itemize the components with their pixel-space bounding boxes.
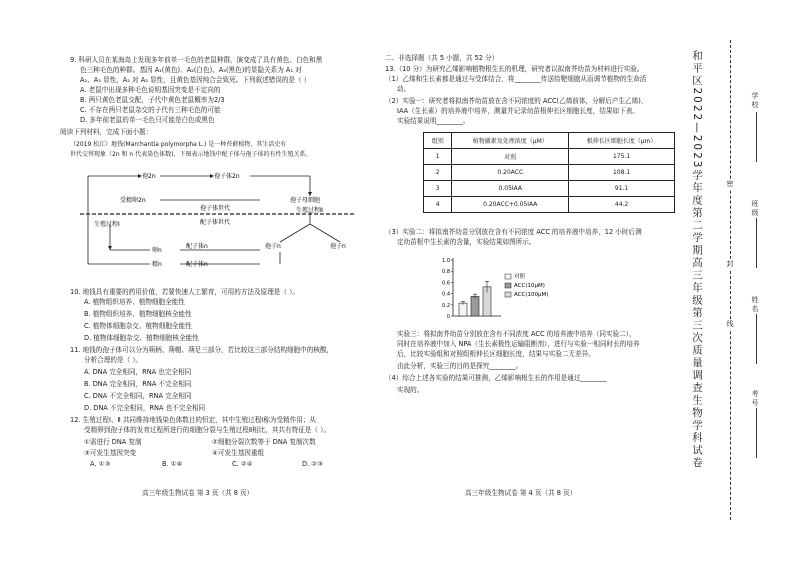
q13-line5: IAA（生长素）的培养液中培养，测量并记录幼苗根伸长区细胞长度，结果如下表。 xyxy=(397,107,639,115)
diagram-label-process-2: 生殖过程Ⅱ xyxy=(296,207,323,214)
q13b-line1: （3）实验二：将拟南芥幼苗分别放在含有不同浓度 ACC 的培养液中培养，12 小时后测 xyxy=(385,228,642,236)
y-tick-label: 0.8 xyxy=(442,269,450,276)
table-cell: 175.1 xyxy=(569,149,675,165)
liverwort-lifecycle-diagram xyxy=(80,164,360,282)
y-tick-label: 0.2 xyxy=(442,302,450,309)
q11-line1: 11. 地钱的孢子体可以分为蒴柄、蒴帽、蒴足三部分，若比较这三部分结构细胞中的核酸， xyxy=(70,346,334,354)
legend-label: ACC(100μM) xyxy=(514,292,549,298)
q11-option-b: B. DNA 完全相同，RNA 不完全相同 xyxy=(84,380,192,388)
q13-line6: 实验结果说明________。 xyxy=(397,117,470,125)
q9-line2: 色三种毛色的种群。基因 A₁(黄色)、A₂(白色)、A₃(黑色)的显隐关系为 A₁ 对 xyxy=(80,66,302,74)
table-cell: 1 xyxy=(424,149,452,165)
q10-option-c: C. 植物体细胞杂交、植物细胞全能性 xyxy=(84,322,192,330)
results-table xyxy=(423,132,675,213)
seal-char-1: 密 xyxy=(726,180,734,189)
q9-line1: 9. 科研人员在某海岛上发现多年前单一毛色的老鼠种群，演变成了具有黄色、白色和黑 xyxy=(70,56,323,64)
legend-swatch xyxy=(505,274,511,279)
table-cell: 3 xyxy=(424,181,452,197)
y-tick-label: 0 xyxy=(446,314,450,320)
q12-line2: 受精卵到孢子体的发育过程所进行的细胞分裂与生殖过程Ⅱ相比，其共有特征是（ ）。 xyxy=(84,426,331,434)
q12-item-1: ①需进行 DNA 复制 xyxy=(84,438,142,446)
table-cell: 0.20ACC xyxy=(452,165,569,181)
q13c-line2: 同时在培养液中加入 NPA（生长素极性运输阻断剂），进行与实验一相同时长的培养 xyxy=(397,340,640,348)
bar xyxy=(459,303,467,316)
y-tick-label: 0.6 xyxy=(442,280,450,287)
diagram-label-zygote: 孢2n xyxy=(142,173,156,180)
diagram-label-egg: 卵n xyxy=(152,247,162,254)
q13c-line1: 实验三：将拟南芥幼苗分别放在含有不同浓度 ACC 的培养液中培养（同实验二）， xyxy=(397,330,636,338)
number-field[interactable] xyxy=(756,408,757,458)
q10-line1: 10. 地钱具有重要的药用价值，若要快速人工繁育，可用的方法及原理是（ ）。 xyxy=(70,288,299,296)
exam-title: 和平区2022—2023学年度第二学期高三年级第三次质量调查生物学科试卷 xyxy=(691,50,703,470)
q11-line2: 分析合理的是（ ）。 xyxy=(84,356,143,364)
seal-line xyxy=(730,40,731,520)
q9-option-d: D. 多年前老鼠的单一毛色只可能是白色或黑色 xyxy=(80,116,215,124)
diagram-label-sporophyte-generation: 孢子体世代 xyxy=(200,205,231,212)
q12-item-4: ④可发生基因重组 xyxy=(212,449,265,457)
section-title: 二、非选择题（共 5 小题，共 52 分） xyxy=(385,54,499,62)
q9-line3: A₂、A₃ 显性，A₂ 对 A₃ 显性，且黄色基因纯合会致死。下列叙述错误的是（ ） xyxy=(80,76,311,84)
q11-option-a: A. DNA 完全相同，RNA 也完全相同 xyxy=(84,368,192,376)
school-label: 学校 xyxy=(751,92,759,110)
name-field[interactable] xyxy=(756,314,757,364)
y-tick-label: 0.4 xyxy=(442,291,450,298)
class-field[interactable] xyxy=(756,218,757,268)
q12-option-a: A. ①③ xyxy=(90,460,111,468)
binding-margin xyxy=(690,0,794,561)
table-cell: 2 xyxy=(424,165,452,181)
q13c-line6: 实现的。 xyxy=(397,386,424,394)
reading-intro: 阅读下列材料，完成下面小题： xyxy=(60,128,153,136)
right-page-footer: 高三年级生物试卷 第 4 页（共 8 页） xyxy=(465,489,577,497)
q12-option-b: B. ①④ xyxy=(162,460,183,468)
q12-option-c: C. ②④ xyxy=(232,460,253,468)
q12-line1: 12. 生殖过程Ⅰ、Ⅱ 共同维持地钱染色体数目的恒定，其中生殖过程Ⅰ称为受精作用；从 xyxy=(70,416,316,424)
q13c-line3: 后，比较实验组和对照组根伸长区细胞长度，结果与实验二无差异。 xyxy=(397,350,595,358)
q13-line4: （2）实验一：研究者将拟南芥幼苗放在含不同浓度的 ACC(乙烯前体，分解后产生乙烯)、 xyxy=(385,97,648,105)
legend-label: 对照 xyxy=(514,274,526,280)
q13c-line4: 由此分析，实验三的目的是探究________。 xyxy=(397,362,523,370)
q13b-line2: 定幼苗根中生长素的含量，实验结果如图所示。 xyxy=(397,238,536,246)
table-cell: 对照 xyxy=(452,149,569,165)
table-cell: 4 xyxy=(424,197,452,213)
table-header-cell: 根伸长区细胞长度（μm） xyxy=(569,133,675,149)
q12-item-3: ③可发生基因突变 xyxy=(84,449,137,457)
diagram-label-fertilized-egg: 受精卵2n xyxy=(120,197,146,204)
reading-line3: 世代交替现象（2n 和 n 代表染色体数)，下图表示地钱中配子体与孢子体的有性生殖关系。 xyxy=(70,151,312,158)
seal-char-3: 线 xyxy=(726,320,734,329)
number-label: 考号 xyxy=(751,390,759,408)
bar xyxy=(471,296,479,316)
diagram-label-sperm: 精n xyxy=(152,261,162,268)
table-cell: 44.2 xyxy=(569,197,675,213)
school-field[interactable] xyxy=(756,112,757,162)
class-label: 班级 xyxy=(751,200,759,218)
legend-label: ACC(10μM) xyxy=(514,283,545,289)
auxin-bar-chart xyxy=(435,254,585,324)
q9-option-b: B. 两只黄色老鼠交配，子代中黄色老鼠概率为2/3 xyxy=(80,96,225,104)
q12-option-d: D. ②③ xyxy=(302,460,324,468)
diagram-line xyxy=(280,224,310,242)
table-row xyxy=(424,181,675,197)
q10-option-b: B. 植物组织培养、植物细胞核全能性 xyxy=(84,310,192,318)
q11-option-d: D. DNA 不完全相同，RNA 也不完全相同 xyxy=(84,404,206,412)
q10-option-d: D. 植物体细胞杂交、植物细胞核全能性 xyxy=(84,334,199,342)
legend-swatch xyxy=(505,292,511,297)
left-page-footer: 高三年级生物试卷 第 3 页（共 8 页） xyxy=(142,489,254,497)
q10-option-a: A. 植物组织培养、植物细胞全能性 xyxy=(84,298,185,306)
q11-option-c: C. DNA 不完全相同，RNA 完全相同 xyxy=(84,392,192,400)
diagram-label-spore-mother-cell: 孢子母细胞 xyxy=(290,197,321,204)
table-cell: 0.05IAA xyxy=(452,181,569,197)
q13-line1: 13.（10 分）为研究乙烯影响植物根生长的机理，研究者以拟南芥幼苗为材料进行实验。 xyxy=(385,65,644,73)
diagram-line xyxy=(310,224,340,242)
q13c-line5: （4）综合上述各实验的结果可推测，乙烯影响根生长的作用是通过________ xyxy=(385,374,607,382)
q12-item-2: ②细胞分裂次数等于 DNA 复制次数 xyxy=(212,438,316,446)
diagram-label-spore-n: 孢子n xyxy=(265,243,281,250)
diagram-label-gametophyte-generation: 配子体世代 xyxy=(200,219,231,226)
table-row xyxy=(424,149,675,165)
reading-line2: （2019 松江）地钱(Marchantia polymorpha L.) 是一种苔藓植物，其生活史有 xyxy=(70,141,287,148)
table-header-row xyxy=(424,133,675,149)
diagram-label-spore-n-2: 孢子n xyxy=(330,243,346,250)
name-label: 姓名 xyxy=(751,296,759,314)
diagram-label-process-1: 生殖过程Ⅰ xyxy=(94,221,120,228)
legend-swatch xyxy=(505,283,511,288)
table-cell: 108.1 xyxy=(569,165,675,181)
y-tick-label: 1.0 xyxy=(442,258,450,264)
diagram-label-sporophyte: 孢子体2n xyxy=(214,173,240,180)
table-row xyxy=(424,165,675,181)
arrow-head xyxy=(108,246,112,250)
seal-char-2: 封 xyxy=(726,260,734,269)
arrow-head xyxy=(308,192,312,196)
table-header-cell: 植物激素及处理浓度（μM） xyxy=(452,133,569,149)
table-cell: 0.20ACC+0.05IAA xyxy=(452,197,569,213)
table-header-cell: 组别 xyxy=(424,133,452,149)
q9-option-a: A. 老鼠中出现多种毛色说明基因突变是不定向的 xyxy=(80,86,221,94)
q9-option-c: C. 不存在两只老鼠杂交的子代有三种毛色的可能 xyxy=(80,106,221,114)
q13-line3: 动。 xyxy=(397,85,411,93)
q13-line2: （1）乙烯和生长素都是通过与受体结合，将________传送给靶细胞从而调节植物的生命活 xyxy=(385,75,647,83)
table-row xyxy=(424,197,675,213)
diagram-label-gametophyte: 配子体n xyxy=(186,243,208,250)
diagram-label-gametophyte-2: 配子体n xyxy=(186,261,208,268)
table-cell: 91.1 xyxy=(569,181,675,197)
